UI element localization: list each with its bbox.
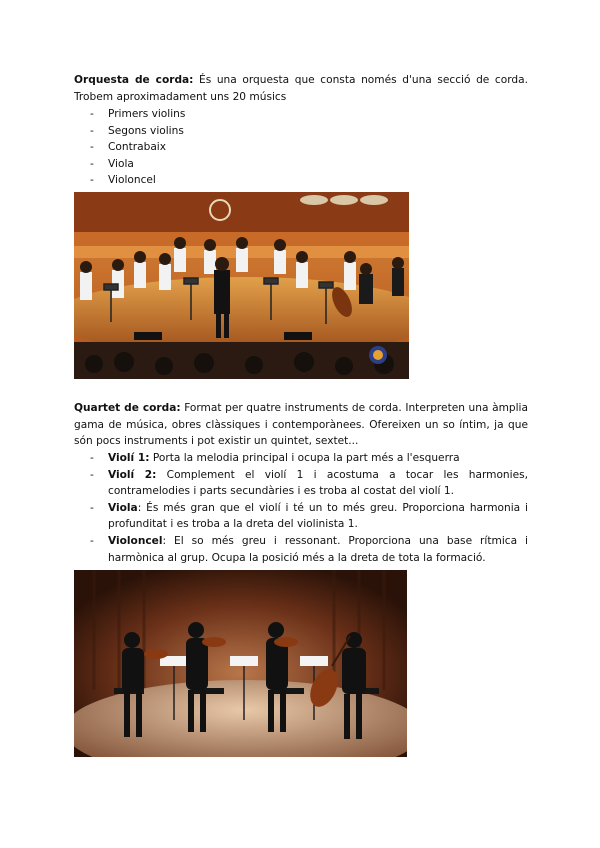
quartet-paragraph: [74, 400, 528, 450]
list-item-text: Segons violins: [108, 124, 184, 137]
list-item: [74, 533, 528, 566]
list-item-text: Porta la melodia principal i ocupa la part més a l'esquerra: [149, 452, 460, 464]
list-dash: -: [90, 452, 94, 464]
list-dash: -: [90, 468, 94, 481]
list-item-term: Violí 2:: [108, 468, 157, 481]
list-item: [74, 172, 528, 189]
list-dash: -: [90, 501, 94, 514]
list-item: [74, 500, 528, 533]
list-item: [74, 467, 528, 500]
orchestra-heading: Orquesta de corda:: [74, 74, 194, 86]
orchestra-sections-list: [74, 106, 528, 189]
list-dash: -: [90, 124, 94, 137]
list-dash: -: [90, 174, 94, 187]
list-item-text: Complement el violí 1 i acostuma a tocar les harmonies, contramelodies i parts secundàries i es troba al costat del violí 1.: [108, 468, 528, 498]
list-item: [74, 156, 528, 173]
quartet-description: Format per quatre instruments de corda. Interpreten una àmplia gama de música, obres clàssiques i contemporànees. Ofereixen un so íntim, ja que són pocs instruments i pot existir un quintet, sextet...: [74, 402, 528, 448]
list-item-text: Contrabaix: [108, 141, 167, 154]
list-item-text: : El so més greu i ressonant. Proporciona una base rítmica i harmònica al grup. Ocupa la posició més a la dreta de tota la formació.: [108, 534, 528, 564]
list-item: [74, 106, 528, 123]
string-orchestra-photo: [74, 192, 409, 379]
list-item-term: Violoncel: [108, 534, 163, 547]
list-dash: -: [90, 534, 94, 547]
list-dash: -: [90, 141, 94, 154]
list-item-text: : És més gran que el violí i té un to més greu. Proporciona harmonia i profunditat i es troba a la dreta del violinista 1.: [108, 501, 528, 531]
list-item-text: Viola: [108, 157, 134, 170]
list-dash: -: [90, 157, 94, 170]
quartet-heading: Quartet de corda:: [74, 402, 181, 414]
orchestra-paragraph: [74, 72, 528, 105]
orchestra-description: És una orquesta que consta només d'una secció de corda. Trobem aproximadament uns 20 músics: [74, 74, 528, 103]
list-item: [74, 123, 528, 140]
list-item: [74, 450, 528, 467]
quartet-instruments-list: [74, 450, 528, 566]
list-item: [74, 139, 528, 156]
list-item-text: Violoncel: [108, 174, 156, 187]
list-dash: -: [90, 108, 94, 120]
list-item-term: Viola: [108, 501, 138, 514]
list-item-text: Primers violins: [108, 108, 186, 120]
string-quartet-photo: [74, 570, 407, 757]
list-item-term: Violí 1:: [108, 452, 150, 464]
